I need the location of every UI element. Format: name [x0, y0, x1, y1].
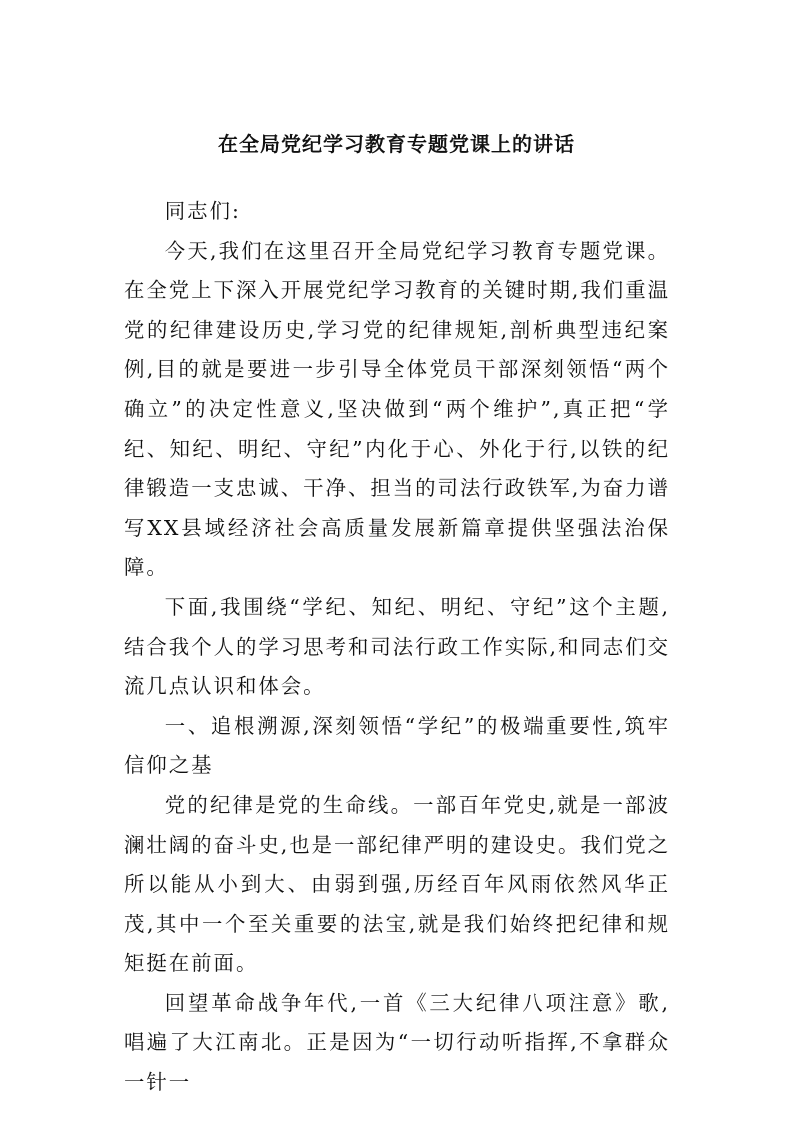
paragraph-history: 回望革命战争年代,一首《三大纪律八项注意》歌,唱遍了大江南北。正是因为“一切行动听指挥,不拿群众一针一 [124, 990, 670, 1095]
document-title: 在全局党纪学习教育专题党课上的讲话 [218, 132, 575, 156]
paragraph-discipline: 党的纪律是党的生命线。一部百年党史,就是一部波澜壮阔的奋斗史,也是一部纪律严明的建设史。我们党之所以能从小到大、由弱到强,历经百年风雨依然风华正茂,其中一个至关重要的法宝,就是我们始终把纪律和规矩挺在前面。 [124, 792, 670, 976]
paragraph-salutation: 同志们: [164, 199, 241, 223]
document-body [124, 192, 670, 1103]
paragraph-intro: 今天,我们在这里召开全局党纪学习教育专题党课。在全党上下深入开展党纪学习教育的关键时期,我们重温党的纪律建设历史,学习党的纪律规矩,剖析典型违纪案例,目的就是要进一步引导全体党员干部深刻领悟“两个确立”的决定性意义,坚决做到“两个维护”,真正把“学纪、知纪、明纪、守纪”内化于心、外化于行,以铁的纪律锻造一支忠诚、干净、担当的司法行政铁军,为奋力谱写XX县域经济社会高质量发展新篇章提供坚强法治保障。 [124, 238, 670, 580]
section-heading-1: 一、追根溯源,深刻领悟“学纪”的极端重要性,筑牢信仰之基 [124, 713, 670, 778]
paragraph-topic: 下面,我围绕“学纪、知纪、明纪、守纪”这个主题,结合我个人的学习思考和司法行政工作实际,和同志们交流几点认识和体会。 [124, 594, 670, 699]
